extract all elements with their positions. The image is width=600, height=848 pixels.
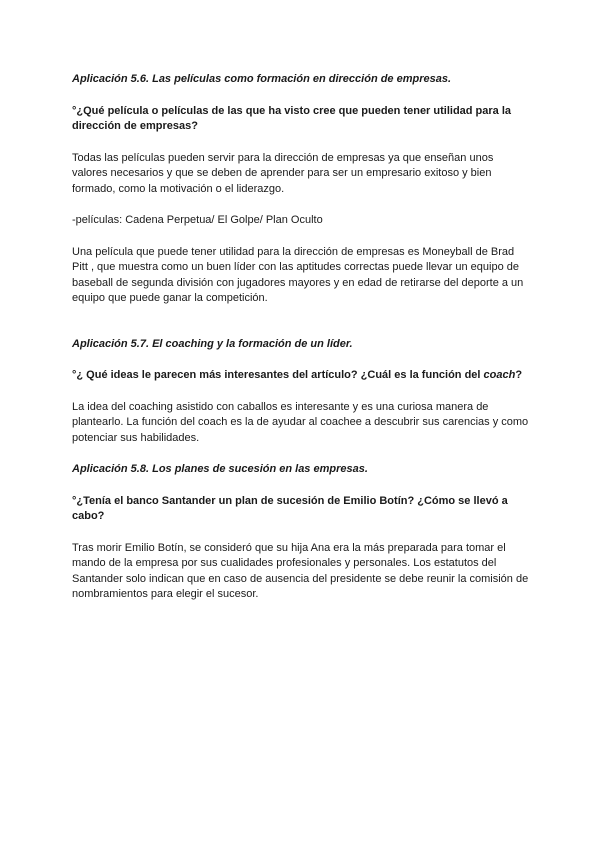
answer-paragraph: Todas las películas pueden servir para la dirección de empresas ya que enseñan unos valores necesarios y que se deben de aprender para ser un empresario exitoso y bien formado, como la motivación o el liderazgo. <box>72 151 494 195</box>
question-5-8: °¿Tenía el banco Santander un plan de sucesión de Emilio Botín? ¿Cómo se llevó a cabo? <box>72 494 508 522</box>
question-5-6: °¿Qué película o películas de las que ha visto cree que pueden tener utilidad para la dirección de empresas? <box>72 104 512 132</box>
question-end: ? <box>515 369 523 381</box>
section-heading: Los planes de sucesión en las empresas. <box>152 463 368 475</box>
section-number: Aplicación 5.8. <box>72 463 153 475</box>
answer-paragraph: Tras morir Emilio Botín, se consideró que su hija Ana era la más preparada para tomar el mando de la empresa por sus cualidades profesionales y personales. Los estatutos del Santander solo indican que en caso de ausencia del presidente se debe reunir la comisión de nombramientos para elegir el sucesor. <box>72 541 529 600</box>
answer-paragraph: Una película que puede tener utilidad para la dirección de empresas es Moneyball de Brad Pitt , que muestra como un buen líder con las aptitudes correctas puede llevar un equipo de baseball de segunda división con jugadores mayores y en edad de retirarse del deporte a un equipo que puede ganar la competición. <box>72 245 524 304</box>
section-heading: Las películas como formación en dirección de empresas. <box>152 73 452 85</box>
question-5-7 <box>72 368 530 384</box>
section-number: Aplicación 5.6. <box>72 73 153 85</box>
section-title-5-6 <box>72 72 530 88</box>
answer-paragraph: La idea del coaching asistido con caballos es interesante y es una curiosa manera de plantearlo. La función del coach es la de ayudar al coachee a descubrir sus carencias y como potenciar sus habilidades. <box>72 400 529 444</box>
section-title-5-8 <box>72 462 530 478</box>
spacer <box>72 323 530 337</box>
section-title-5-7 <box>72 337 530 353</box>
question-emphasis: coach <box>483 369 516 381</box>
section-heading: El coaching y la formación de un líder. <box>152 337 353 350</box>
films-list: -películas: Cadena Perpetua/ El Golpe/ Plan Oculto <box>72 214 323 226</box>
question-text: °¿ Qué ideas le parecen más interesantes del artículo? ¿Cuál es la función del <box>72 369 484 381</box>
section-number: Aplicación 5.7. <box>72 337 153 350</box>
